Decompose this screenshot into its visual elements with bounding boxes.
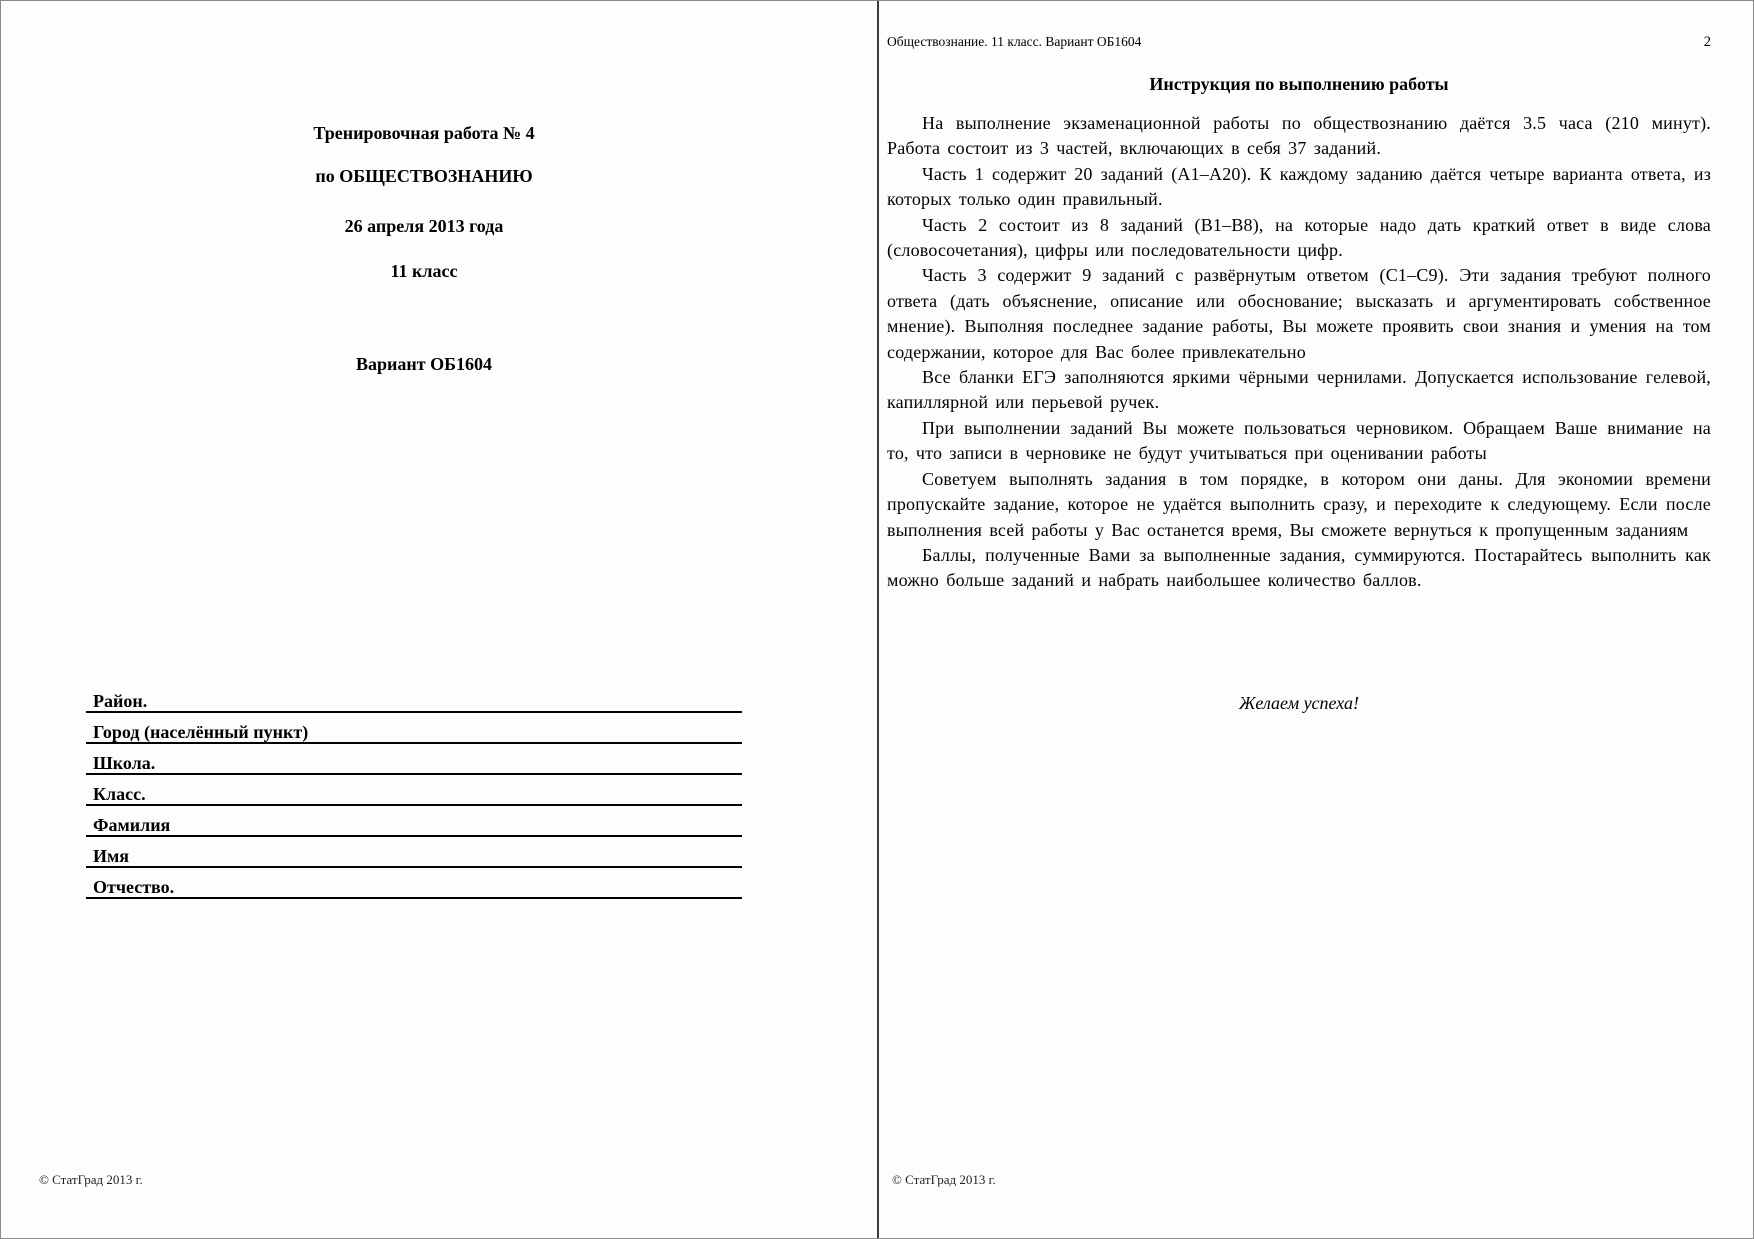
field-row-school [86, 744, 742, 775]
copyright-left: © СтатГрад 2013 г. [39, 1172, 143, 1187]
work-date: 26 апреля 2013 года [344, 216, 504, 236]
instruction-title: Инструкция по выполнению работы [1149, 74, 1449, 94]
field-row-district [86, 682, 742, 713]
copyright-right: © СтатГрад 2013 г. [892, 1172, 996, 1187]
closing-wish: Желаем успеха! [1238, 693, 1360, 713]
running-header [887, 34, 1711, 51]
paragraph-draft: При выполнении заданий Вы можете пользоваться черновиком. Обращаем Ваше внимание на то, что записи в черновике не будут учитываться при оценивании работы [887, 417, 1711, 464]
instruction-body [887, 111, 1711, 594]
variant-label: Вариант ОБ1604 [355, 354, 492, 374]
field-label-patronymic: Отчество. [93, 877, 175, 897]
field-row-surname [86, 806, 742, 837]
page-divider-line [877, 1, 879, 1238]
running-header-text: Обществознание. 11 класс. Вариант ОБ1604 [887, 34, 1142, 49]
field-label-city: Город (населённый пункт) [93, 722, 309, 742]
field-label-school: Школа. [93, 753, 156, 773]
work-title: Тренировочная работа № 4 [313, 123, 535, 143]
field-row-patronymic [86, 868, 742, 899]
field-row-firstname [86, 837, 742, 868]
field-label-surname: Фамилия [93, 815, 171, 835]
field-label-district: Район. [93, 691, 148, 711]
page-number: 2 [1703, 34, 1711, 50]
subject-title: по ОБЩЕСТВОЗНАНИЮ [315, 166, 533, 186]
cover-title-block [86, 122, 762, 375]
paragraph-ink: Все бланки ЕГЭ заполняются яркими чёрными чернилами. Допускается использование гелевой, капиллярной или перьевой ручек. [887, 367, 1711, 413]
paragraph-part3: Часть 3 содержит 9 заданий с развёрнутым ответом (С1–С9). Эти задания требуют полного ответа (дать объяснение, описание или обоснование; высказать и аргументировать собственное мнение). Выполняя последнее задание работы, Вы можете проявить свои знания и умения на том содержании, которое для Вас более привлекательно [887, 265, 1711, 362]
paragraph-duration: На выполнение экзаменационной работы по обществознанию даётся 3.5 часа (210 минут). Работа состоит из 3 частей, включающих в себя 37 заданий. [887, 113, 1711, 159]
paragraph-part2: Часть 2 состоит из 8 заданий (В1–В8), на которые надо дать краткий ответ в виде слова (словосочетания), цифры или последовательности цифр. [887, 214, 1711, 261]
field-label-class: Класс. [93, 784, 146, 804]
grade-level: 11 класс [390, 261, 458, 281]
field-label-firstname: Имя [93, 846, 129, 866]
paragraph-part1: Часть 1 содержит 20 заданий (А1–А20). К каждому заданию даётся четыре варианта ответа, из которых только один правильный. [887, 163, 1711, 210]
paragraph-points: Баллы, полученные Вами за выполненные задания, суммируются. Постарайтесь выполнить как можно больше заданий и набрать наибольшее количество баллов. [887, 544, 1711, 591]
field-row-city [86, 713, 742, 744]
paragraph-order: Советуем выполнять задания в том порядке, в котором они даны. Для экономии времени пропускайте задание, которое не удаётся выполнить сразу, и переходите к следующему. Если после выполнения всей работы у Вас останется время, Вы сможете вернуться к пропущенным заданиям [887, 468, 1711, 540]
field-row-class [86, 775, 742, 806]
student-info-form [86, 682, 742, 899]
